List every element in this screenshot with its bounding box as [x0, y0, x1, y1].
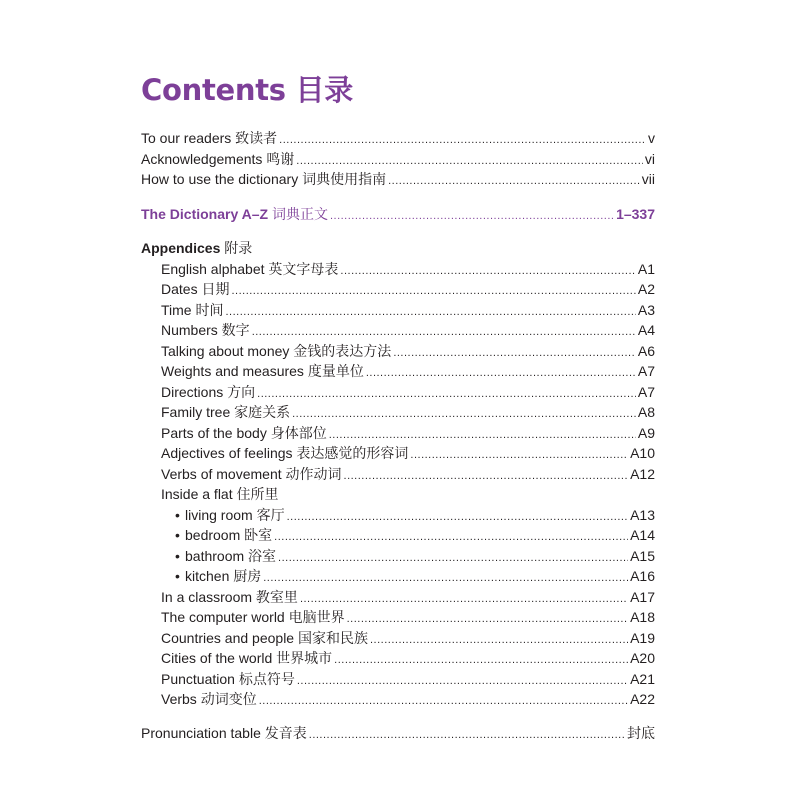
dot-leader — [393, 343, 636, 363]
dot-leader — [334, 650, 628, 670]
toc-entry-appendix[interactable] — [161, 669, 655, 691]
toc-entry-label: Pronunciation table 发音表 — [141, 725, 307, 741]
bullet-icon: • — [175, 507, 180, 523]
dot-leader — [278, 548, 628, 568]
appendices-heading-zh: 附录 — [224, 240, 253, 256]
toc-page-number: A9 — [637, 425, 655, 441]
toc-entry-appendix[interactable] — [161, 382, 655, 404]
dot-leader — [287, 507, 628, 527]
toc-entry-label: In a classroom 教室里 — [161, 589, 298, 605]
toc-page-number: A2 — [637, 281, 655, 297]
toc-entry-label: Talking about money 金钱的表达方法 — [161, 343, 392, 359]
toc-page-number: A7 — [637, 384, 655, 400]
toc-entry-flat-room[interactable] — [175, 566, 655, 588]
toc-page-number: A16 — [630, 568, 655, 584]
toc-entry-label: How to use the dictionary 词典使用指南 — [141, 171, 387, 187]
dot-leader — [370, 630, 628, 650]
dot-leader — [300, 589, 628, 609]
toc-entry-label: Verbs 动词变位 — [161, 691, 257, 707]
dictionary-label-en: The Dictionary A–Z — [141, 206, 269, 222]
toc-entry-how-to-use[interactable] — [141, 169, 655, 191]
toc-entry-readers[interactable] — [141, 128, 655, 150]
dot-leader — [274, 527, 628, 547]
toc-page-number: A19 — [630, 630, 655, 646]
toc-page-number: A4 — [637, 322, 655, 338]
dot-leader — [279, 130, 646, 150]
toc-entry-flat-room[interactable] — [175, 505, 655, 527]
toc-entry-label: Directions 方向 — [161, 384, 256, 400]
toc-entry-label: To our readers 致读者 — [141, 130, 278, 146]
toc-page-number: A14 — [630, 527, 655, 543]
toc-page-number: 封底 — [627, 725, 655, 741]
dot-leader — [259, 691, 628, 711]
toc-entry-dictionary[interactable] — [141, 204, 655, 226]
toc-entry-text: living room 客厅 — [185, 507, 285, 523]
toc-entry-label: Weights and measures 度量单位 — [161, 363, 364, 379]
toc-entry-text: kitchen 厨房 — [185, 568, 262, 584]
toc-page-number: A8 — [637, 404, 655, 420]
dot-leader — [309, 725, 625, 745]
bullet-icon: • — [175, 548, 180, 564]
toc-entry-text: bathroom 浴室 — [185, 548, 277, 564]
toc-entry-appendix[interactable] — [161, 320, 655, 342]
toc-entry-appendix[interactable] — [161, 648, 655, 670]
dot-leader — [292, 404, 636, 424]
toc-page-number: A3 — [637, 302, 655, 318]
toc-entry-appendix[interactable] — [161, 259, 655, 281]
toc-page-number: A12 — [630, 466, 655, 482]
toc-entry-appendix[interactable] — [161, 587, 655, 609]
toc-entry-label: Acknowledgements 鸣谢 — [141, 151, 295, 167]
dot-leader — [257, 384, 636, 404]
dot-leader — [225, 302, 635, 322]
dot-leader — [231, 281, 635, 301]
dot-leader — [410, 445, 628, 465]
dot-leader — [252, 322, 636, 342]
dot-leader — [329, 425, 636, 445]
toc-page-number: v — [648, 130, 655, 146]
toc-page-number: A7 — [637, 363, 655, 379]
toc-page-number: A10 — [630, 445, 655, 461]
dot-leader — [296, 151, 643, 171]
toc-entry-label — [175, 546, 276, 566]
toc-entry-label: The computer world 电脑世界 — [161, 609, 345, 625]
toc-entry-appendix[interactable] — [161, 402, 655, 424]
toc-entry-label: Cities of the world 世界城市 — [161, 650, 333, 666]
toc-entry-appendix[interactable] — [161, 361, 655, 383]
toc-entry-label: Verbs of movement 动作动词 — [161, 466, 342, 482]
toc-page-number: A22 — [630, 691, 655, 707]
toc-entry-label — [175, 505, 285, 525]
toc-entry-appendix[interactable] — [161, 607, 655, 629]
dot-leader — [263, 568, 628, 588]
toc-entry-pronunciation[interactable] — [141, 723, 655, 745]
toc-entry-label: Numbers 数字 — [161, 322, 250, 338]
toc-entry-flat-room[interactable] — [175, 525, 655, 547]
toc-entry-label: Time 时间 — [161, 302, 224, 318]
toc-entry-label: Parts of the body 身体部位 — [161, 425, 327, 441]
toc-page-number: A15 — [630, 548, 655, 564]
toc-page-number: A17 — [630, 589, 655, 605]
dot-leader — [347, 609, 628, 629]
appendices-heading — [141, 238, 252, 258]
toc-entry-label: English alphabet 英文字母表 — [161, 261, 339, 277]
toc-page-number: A21 — [630, 671, 655, 687]
dot-leader — [330, 206, 614, 226]
toc-entry-flat-room[interactable] — [175, 546, 655, 568]
toc-page-number: A13 — [630, 507, 655, 523]
toc-subheading-inside-flat[interactable]: Inside a flat 住所里 — [161, 486, 279, 502]
toc-page-number: A1 — [637, 261, 655, 277]
toc-entry-label — [141, 204, 328, 224]
bullet-icon: • — [175, 568, 180, 584]
toc-page-number: vi — [644, 151, 655, 167]
toc-entry-appendix[interactable] — [161, 628, 655, 650]
toc-entry-acknowledgements[interactable] — [141, 149, 655, 171]
dictionary-label-zh: 词典正文 — [271, 206, 328, 222]
toc-entry-label: Punctuation 标点符号 — [161, 671, 295, 687]
toc-entry-appendix[interactable] — [161, 423, 655, 445]
toc-entry-appendix[interactable] — [161, 279, 655, 301]
dot-leader — [366, 363, 636, 383]
toc-entry-label — [175, 566, 261, 586]
toc-page-number: A18 — [630, 609, 655, 625]
page-title: Contents 目录 — [141, 73, 353, 107]
toc-entry-label: Family tree 家庭关系 — [161, 404, 291, 420]
toc-page-number: A20 — [630, 650, 655, 666]
toc-entry-appendix[interactable] — [161, 341, 655, 363]
toc-page-number: 1–337 — [616, 206, 655, 222]
dot-leader — [340, 261, 635, 281]
toc-entry-label — [175, 525, 272, 545]
toc-entry-appendix[interactable] — [161, 464, 655, 486]
toc-entry-label: Countries and people 国家和民族 — [161, 630, 368, 646]
bullet-icon: • — [175, 527, 180, 543]
toc-page-number: A6 — [637, 343, 655, 359]
dot-leader — [297, 671, 628, 691]
dot-leader — [388, 171, 640, 191]
toc-entry-text: bedroom 卧室 — [185, 527, 273, 543]
dot-leader — [344, 466, 629, 486]
toc-entry-appendix[interactable] — [161, 300, 655, 322]
toc-entry-label: Adjectives of feelings 表达感觉的形容词 — [161, 445, 409, 461]
appendices-heading-en: Appendices — [141, 240, 221, 256]
toc-page-number: vii — [641, 171, 655, 187]
toc-entry-appendix[interactable] — [161, 689, 655, 711]
toc-entry-label: Dates 日期 — [161, 281, 230, 297]
toc-entry-appendix[interactable] — [161, 443, 655, 465]
